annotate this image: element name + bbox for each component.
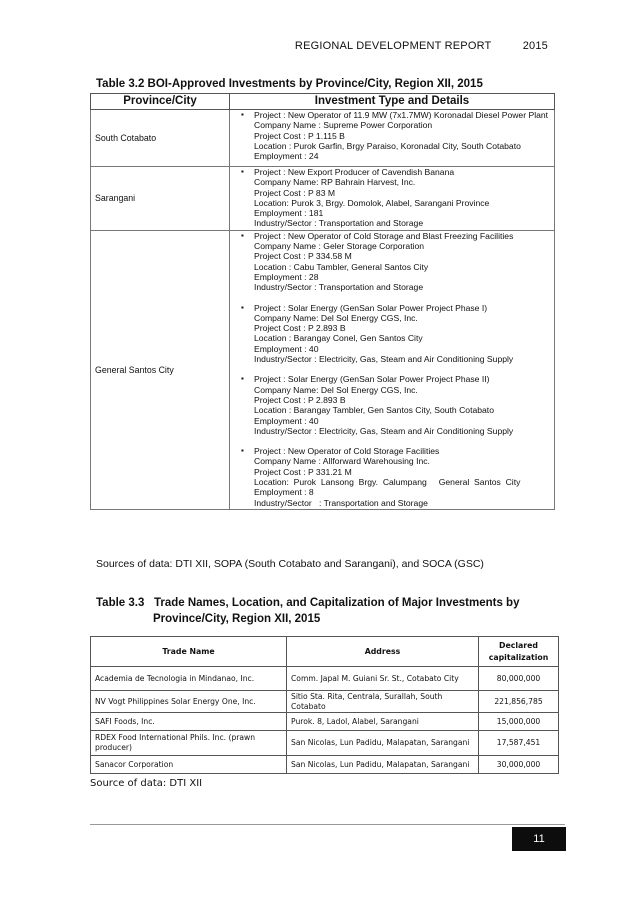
- running-header: [295, 40, 548, 52]
- project-line: Project Cost : P 1.115 B: [254, 130, 345, 141]
- bullet-icon: ▪: [241, 302, 244, 312]
- project-entry: [234, 167, 550, 229]
- table-3-3-source: Source of data: DTI XII: [90, 778, 203, 789]
- capital-cell: 221,856,785: [479, 691, 559, 713]
- footer-divider: [90, 824, 565, 825]
- trade-name-cell: SAFI Foods, Inc.: [91, 713, 287, 731]
- project-line: Company Name : Geler Storage Corporation: [254, 241, 425, 252]
- address-cell: San Nicolas, Lun Padidu, Malapatan, Sarangani: [287, 731, 479, 756]
- capital-cell: 80,000,000: [479, 667, 559, 691]
- table-3-2-source: Sources of data: DTI XII, SOPA (South Cotabato and Sarangani), and SOCA (GSC): [96, 558, 484, 570]
- project-line: Project Cost : P 331.21 M: [254, 466, 352, 477]
- table-row: [91, 691, 559, 713]
- project-line: Company Name : Allforward Warehousing Inc.: [254, 456, 430, 467]
- report-title: REGIONAL DEVELOPMENT REPORT: [294, 40, 492, 52]
- table-row: [91, 731, 559, 756]
- project-entry: [234, 446, 550, 508]
- project-line: Location : Barangay Tambler, Gen Santos City, South Cotabato: [254, 405, 494, 416]
- table-row: [91, 667, 559, 691]
- trade-name-cell: Sanacor Corporation: [91, 756, 287, 774]
- project-entry: [234, 303, 550, 365]
- project-line: Industry/Sector : Electricity, Gas, Steam and Air Conditioning Supply: [254, 425, 514, 436]
- project-line: Employment : 40: [254, 343, 319, 354]
- table-row: [91, 756, 559, 774]
- table-3-2-title: Table 3.2 BOI-Approved Investments by Province/City, Region XII, 2015: [96, 78, 483, 90]
- column-header-province: Province/City: [91, 94, 230, 110]
- column-header-trade-name: Trade Name: [91, 637, 287, 667]
- column-header-investment: Investment Type and Details: [230, 94, 555, 110]
- bullet-icon: ▪: [241, 110, 244, 119]
- title-line: Province/City, Region XII, 2015: [153, 613, 321, 625]
- table-row: [91, 167, 555, 231]
- bullet-icon: ▪: [241, 230, 244, 240]
- capital-cell: 30,000,000: [479, 756, 559, 774]
- province-cell: Sarangani: [91, 167, 230, 231]
- project-line: Location : Purok Garfin, Brgy Paraiso, Koronadal City, South Cotabato: [254, 140, 521, 151]
- trade-name-cell: Academia de Tecnologia in Mindanao, Inc.: [91, 667, 287, 691]
- page-number: 11: [512, 827, 566, 851]
- project-line: Location: Purok 3, Brgy. Domolok, Alabel, Sarangani Province: [254, 197, 490, 208]
- bullet-icon: ▪: [241, 374, 244, 384]
- table-3-3: [90, 636, 559, 774]
- project-line: Project : New Operator of Cold Storage and Blast Freezing Facilities: [254, 230, 514, 241]
- trade-name-cell: RDEX Food International Phils. Inc. (prawn producer): [91, 731, 287, 756]
- project-line: Industry/Sector : Transportation and Storage: [254, 218, 424, 229]
- header-line: Declared: [498, 640, 539, 650]
- address-cell: Comm. Japal M. Guiani Sr. St., Cotabato City: [287, 667, 479, 691]
- report-year: 2015: [522, 40, 548, 52]
- project-line: Company Name: Del Sol Energy CGS, Inc.: [254, 312, 418, 323]
- project-line: Project : Solar Energy (GenSan Solar Power Project Phase I): [254, 302, 488, 313]
- project-entry: [234, 374, 550, 436]
- table-row: [91, 110, 555, 167]
- project-line: Project Cost : P 334.58 M: [254, 251, 352, 262]
- capital-cell: 15,000,000: [479, 713, 559, 731]
- table-row: [91, 230, 555, 509]
- details-cell: [230, 230, 555, 509]
- project-entry: [234, 110, 550, 161]
- title-line: Table 3.3 Trade Names, Location, and Capitalization of Major Investments by: [96, 597, 520, 609]
- bullet-icon: ▪: [241, 446, 244, 456]
- project-line: Project Cost : P 2.893 B: [254, 323, 346, 334]
- address-cell: San Nicolas, Lun Padidu, Malapatan, Sarangani: [287, 756, 479, 774]
- column-header-address: Address: [287, 637, 479, 667]
- project-line: Project : New Operator of 11.9 MW (7x1.7MW) Koronadal Diesel Power Plant: [254, 110, 549, 120]
- project-line: Employment : 8: [254, 487, 314, 498]
- project-line: Employment : 181: [254, 208, 324, 219]
- project-line: Project Cost : P 2.893 B: [254, 394, 346, 405]
- details-cell: [230, 167, 555, 231]
- project-line: Employment : 24: [254, 151, 319, 162]
- project-line: Company Name : Supreme Power Corporation: [254, 120, 433, 131]
- project-line: Industry/Sector : Electricity, Gas, Steam and Air Conditioning Supply: [254, 354, 514, 365]
- header-line: capitalization: [488, 652, 549, 662]
- bullet-icon: ▪: [241, 167, 244, 176]
- project-line: Industry/Sector : Transportation and Storage: [254, 282, 424, 293]
- table-3-3-title: [96, 595, 519, 627]
- trade-name-cell: NV Vogt Philippines Solar Energy One, Inc.: [91, 691, 287, 713]
- project-line: Project : Solar Energy (GenSan Solar Power Project Phase II): [254, 374, 490, 385]
- project-line: Location : Barangay Conel, Gen Santos City: [254, 333, 423, 344]
- project-line: Project : New Export Producer of Cavendish Banana: [254, 167, 455, 177]
- province-cell: General Santos City: [91, 230, 230, 509]
- project-line: Industry/Sector : Transportation and Storage: [254, 497, 428, 508]
- project-line: Project : New Operator of Cold Storage Facilities: [254, 446, 440, 457]
- project-line: Employment : 40: [254, 415, 319, 426]
- project-line: Employment : 28: [254, 271, 319, 282]
- province-cell: South Cotabato: [91, 110, 230, 167]
- project-line: Project Cost : P 83 M: [254, 187, 336, 198]
- table-3-2: [90, 93, 555, 510]
- address-cell: Purok. 8, Ladol, Alabel, Sarangani: [287, 713, 479, 731]
- project-line: Location : Cabu Tambler, General Santos City: [254, 261, 429, 272]
- table-row: [91, 713, 559, 731]
- project-line: Company Name: Del Sol Energy CGS, Inc.: [254, 384, 418, 395]
- project-line: Company Name: RP Bahrain Harvest, Inc.: [254, 177, 416, 188]
- column-header-capitalization: [479, 637, 559, 667]
- address-cell: Sitio Sta. Rita, Centrala, Surallah, South Cotabato: [287, 691, 479, 713]
- details-cell: [230, 110, 555, 167]
- project-entry: [234, 231, 550, 293]
- project-line: Location: Purok Lansong Brgy. Calumpang General Santos City: [254, 477, 521, 488]
- capital-cell: 17,587,451: [479, 731, 559, 756]
